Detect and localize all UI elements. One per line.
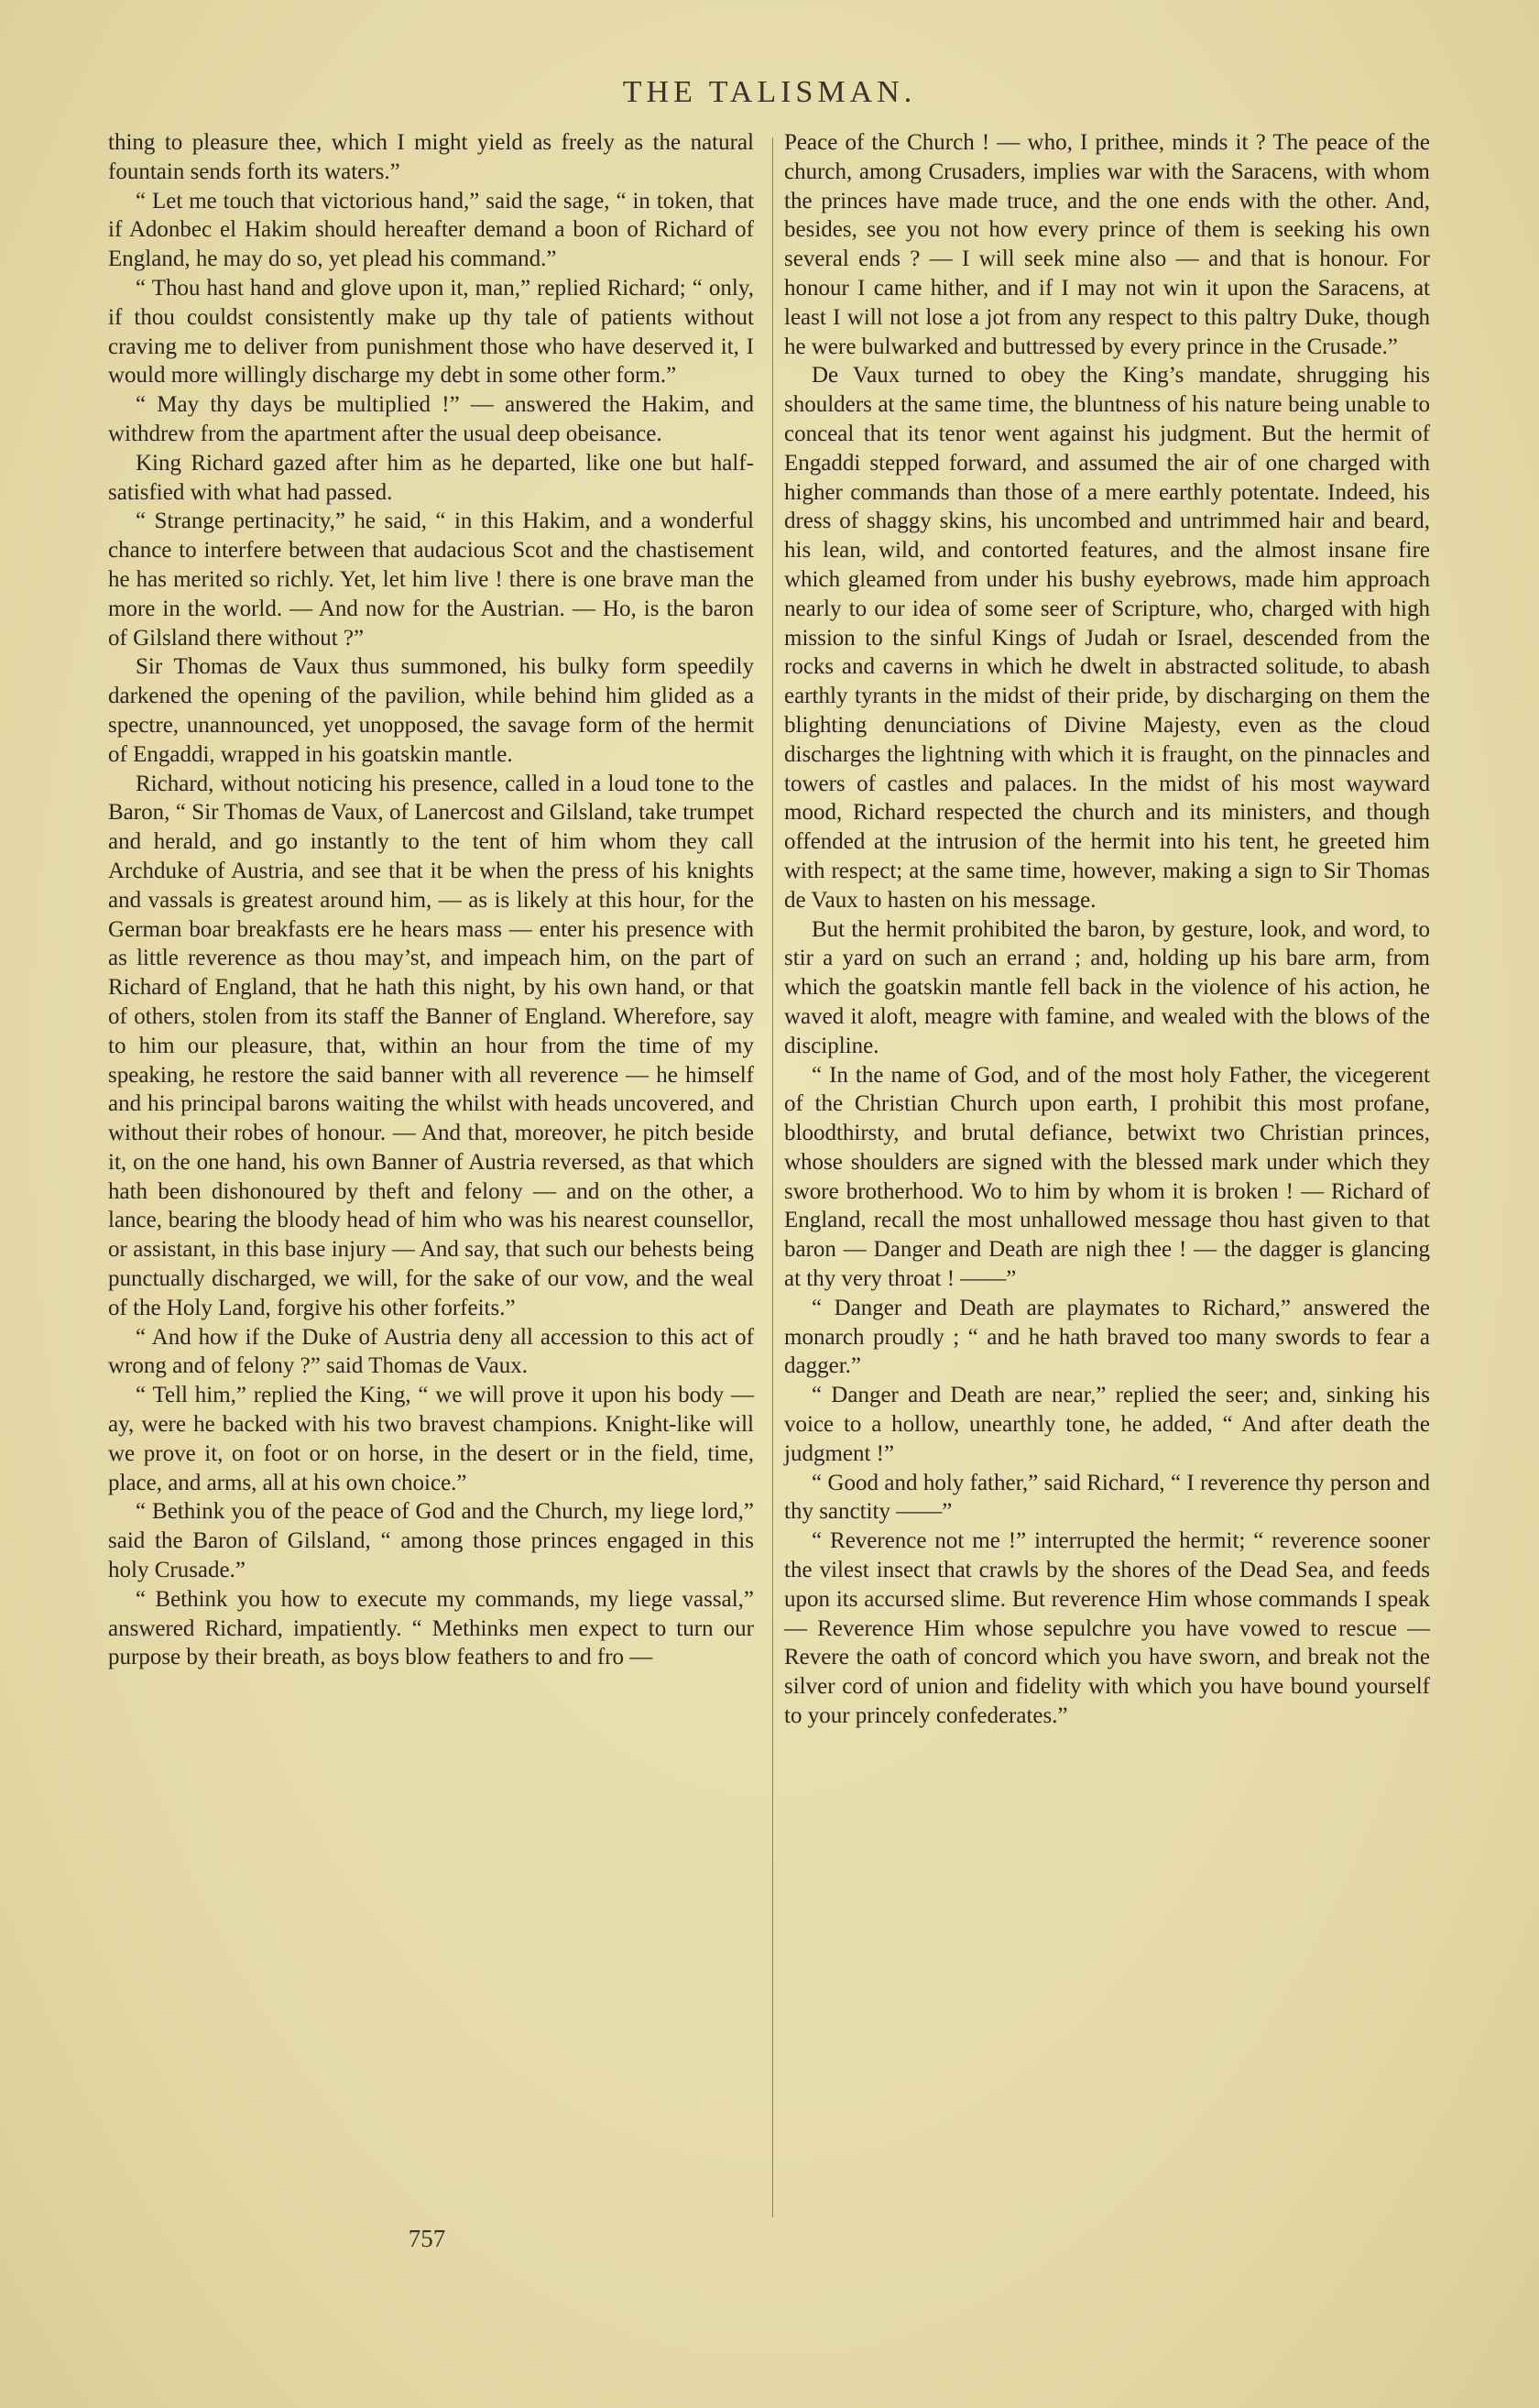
paragraph: “ Thou hast hand and glove upon it, man,” replied Richard; “ only, if thou couldst consistently make up thy tale of patients without craving me to deliver from punishment those who have deserved it, I would more willingly discharge my debt in some other form.” xyxy=(108,275,754,389)
paragraph: “ Tell him,” replied the King, “ we will prove it upon his body — ay, were he backed with his two bravest champions. Knight-like will we prove it, on foot or on horse, in the desert or in the field, time, place, and arms, all at his own choice.” xyxy=(108,1383,754,1495)
paragraph: “ Let me touch that victorious hand,” said the sage, “ in token, that if Adonbec el Hakim should hereafter demand a boon of Richard of England, he may do so, yet plead his command.” xyxy=(108,188,754,272)
paragraph: But the hermit prohibited the baron, by gesture, look, and word, to stir a yard on such an errand ; and, holding up his bare arm, from which the goatskin mantle fell back in the violence of his action, he waved it aloft, meagre with famine, and wealed with the blows of the discipline. xyxy=(784,916,1430,1058)
paragraph: “ Strange pertinacity,” he said, “ in this Hakim, and a wonderful chance to interfere between that audacious Scot and the chastisement he has merited so richly. Yet, let him live ! there is one brave man the more in the world. — And now for the Austrian. — Ho, is the baron of Gilsland there without ?” xyxy=(108,509,754,651)
paragraph: “ May thy days be multiplied !” — answered the Hakim, and withdrew from the apartment after the usual deep obeisance. xyxy=(108,392,754,446)
paragraph: King Richard gazed after him as he departed, like one but half-satisfied with what had passed. xyxy=(108,450,754,505)
page-number: 757 xyxy=(408,2225,446,2252)
paragraph: “ And how if the Duke of Austria deny all accession to this act of wrong and of felony ?” said Thomas de Vaux. xyxy=(108,1324,754,1379)
paragraph: “ Bethink you of the peace of God and the Church, my liege lord,” said the Baron of Gilsland, “ among those princes engaged in this holy Crusade.” xyxy=(108,1499,754,1583)
paragraph: Peace of the Church ! — who, I prithee, minds it ? The peace of the church, among Crusaders, implies war with the Saracens, with whom the princes have made truce, and the one ends with the other. And, besides, see you not how every prince of them is seeking his own several ends ? — I will seek mine also — and that is honour. For honour I came hither, and if I may not win it upon the Saracens, at least I will not lose a jot from any respect to this paltry Duke, though he were bulwarked and buttressed by every prince in the Crusade.” xyxy=(784,130,1430,359)
paragraph: Richard, without noticing his presence, called in a loud tone to the Baron, “ Sir Thomas de Vaux, of Lanercost and Gilsland, take trumpet and herald, and go instantly to the tent of him whom they call Archduke of Austria, and see that it be when the press of his knights and vassals is greatest around him, — as is likely at this hour, for the German boar breakfasts ere he hears mass — enter his presence with as little reverence as thou may’st, and impeach him, on the part of Richard of England, that he hath this night, by his own hand, or that of others, stolen from its staff the Banner of England. Wherefore, say to him our pleasure, that, within an hour from the time of my speaking, he restore the said banner with all reverence — he himself and his principal barons waiting the whilst with heads uncovered, and without their robes of honour. — And that, moreover, he pitch beside it, on the one hand, his own Banner of Austria reversed, as that which hath been dishonoured by theft and felony — and on the other, a lance, bearing the bloody head of him who was his nearest counsellor, or assistant, in this base injury — And say, that such our behests being punctually discharged, we will, for the sake of our vow, and the weal of the Holy Land, forgive his other forfeits.” xyxy=(108,771,754,1320)
paragraph: thing to pleasure thee, which I might yield as freely as the natural fountain sends forth its waters.” xyxy=(108,130,754,184)
right-column xyxy=(784,128,1430,1731)
left-column xyxy=(108,128,754,1672)
paragraph: “ Danger and Death are playmates to Richard,” answered the monarch proudly ; “ and he hath braved too many swords to fear a dagger.” xyxy=(784,1295,1430,1379)
paragraph: “ Reverence not me !” interrupted the hermit; “ reverence sooner the vilest insect that crawls by the shores of the Dead Sea, and feeds upon its accursed slime. But reverence Him whose commands I speak — Reverence Him whose sepulchre you have vowed to rescue — Revere the oath of concord which you have sworn, and break not the silver cord of union and fidelity with which you have bound yourself to your princely confederates.” xyxy=(784,1528,1430,1729)
paragraph: “ In the name of God, and of the most holy Father, the vicegerent of the Christian Church upon earth, I prohibit this most profane, bloodthirsty, and brutal defiance, betwixt two Christian princes, whose shoulders are signed with the blessed mark under which they swore brotherhood. Wo to him by whom it is broken ! — Richard of England, recall the most unhallowed message thou hast given to that baron — Danger and Death are nigh thee ! — the dagger is glancing at thy very throat ! ——” xyxy=(784,1062,1430,1292)
paragraph: “ Good and holy father,” said Richard, “ I reverence thy person and thy sanctity ——” xyxy=(784,1470,1430,1525)
column-divider xyxy=(772,137,773,2217)
paragraph: “ Danger and Death are near,” replied the seer; and, sinking his voice to a hollow, unearthly tone, he added, “ And after death the judgment !” xyxy=(784,1383,1430,1466)
paragraph: De Vaux turned to obey the King’s mandate, shrugging his shoulders at the same time, the bluntness of his nature being unable to conceal that its tenor went against his judgment. But the hermit of Engaddi stepped forward, and assumed the air of one charged with higher commands than those of a mere earthly potentate. Indeed, his dress of shaggy skins, his uncombed and untrimmed hair and beard, his lean, wild, and contorted features, and the almost insane fire which gleamed from under his bushy eyebrows, made him approach nearly to our idea of some seer of Scripture, who, charged with high mission to the sinful Kings of Judah or Israel, descended from the rocks and caverns in which he dwelt in abstracted solitude, to abash earthly tyrants in the midst of their pride, by discharging on them the blighting denunciations of Divine Majesty, even as the cloud discharges the lightning with which it is fraught, on the pinnacles and towers of castles and palaces. In the midst of his most wayward mood, Richard respected the church and its ministers, and though offended at the intrusion of the hermit into his tent, he greeted him with respect; at the same time, however, making a sign to Sir Thomas de Vaux to hasten on his message. xyxy=(784,363,1430,913)
paragraph: Sir Thomas de Vaux thus summoned, his bulky form speedily darkened the opening of the pavilion, while behind him glided as a spectre, unannounced, yet unopposed, the savage form of the hermit of Engaddi, wrapped in his goatskin mantle. xyxy=(108,654,754,767)
running-header: THE TALISMAN. xyxy=(622,75,917,109)
paragraph: “ Bethink you how to execute my commands, my liege vassal,” answered Richard, impatiently. “ Methinks men expect to turn our purpose by their breath, as boys blow feathers to and fro — xyxy=(108,1586,754,1670)
